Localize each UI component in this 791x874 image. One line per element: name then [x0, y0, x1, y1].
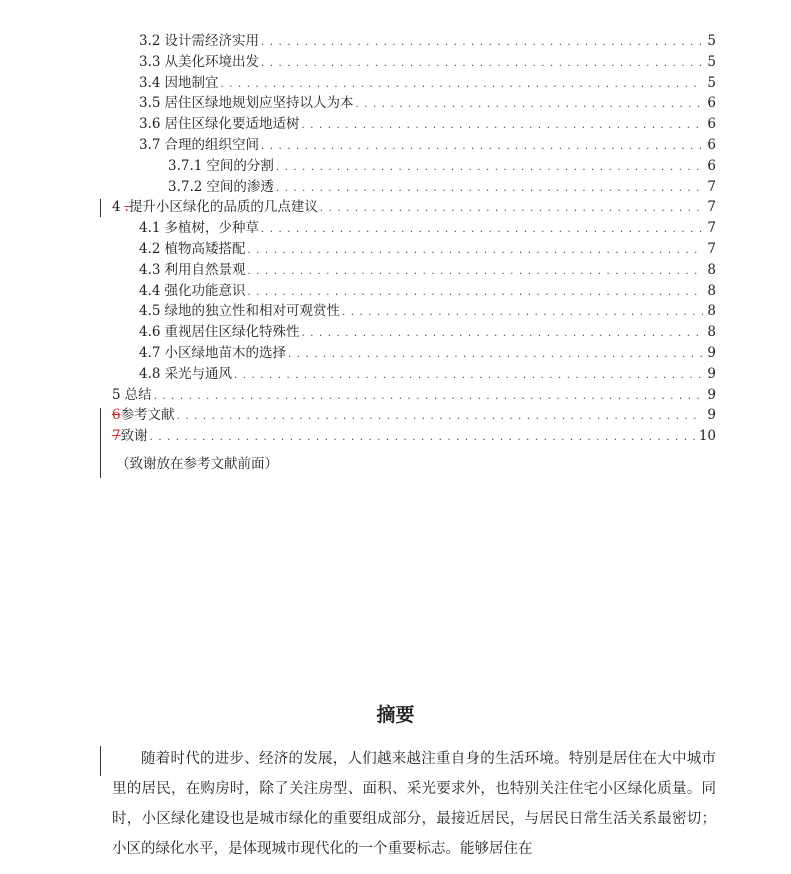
toc-entry-page: 9 [707, 345, 716, 361]
toc-leader-dots [301, 114, 703, 135]
abstract-body [112, 744, 716, 864]
toc-entry-title: 居住区绿地规划应坚持以人为本 [164, 95, 354, 112]
toc-leader-dots [320, 197, 704, 218]
deleted-text: 7 [112, 428, 121, 445]
toc-entry-page: 10 [698, 428, 716, 445]
toc-entry-title: 因地制宜 [164, 74, 219, 91]
toc-entry-number: 4.1 [139, 220, 161, 237]
toc-entry[interactable] [139, 281, 716, 302]
toc-leader-dots [247, 239, 703, 260]
toc-entry[interactable] [139, 93, 716, 114]
toc-entry-number: 4.6 [139, 324, 161, 341]
toc-entry-number: 3.2 [139, 33, 161, 49]
toc-entry[interactable] [139, 322, 716, 343]
toc-entry-title: 参考文献 [120, 407, 175, 424]
toc-leader-dots [261, 52, 703, 73]
toc-leader-dots [177, 405, 704, 426]
toc-entry-page: 9 [707, 386, 716, 403]
toc-leader-dots [247, 281, 703, 302]
toc-entry[interactable] [112, 405, 716, 426]
toc-entry-title: 设计需经济实用 [164, 33, 259, 49]
toc-leader-dots [355, 93, 703, 114]
toc-leader-dots [154, 385, 704, 406]
toc-entry[interactable] [139, 52, 716, 73]
toc-leader-dots [261, 31, 703, 52]
toc-entry-title: 采光与通风 [164, 365, 232, 382]
toc-entry[interactable] [168, 177, 716, 198]
toc-entry[interactable] [139, 73, 716, 94]
change-bar [100, 746, 101, 776]
toc-entry-page: 9 [707, 407, 716, 424]
toc-leader-dots [276, 156, 704, 177]
toc-entry[interactable] [168, 156, 716, 177]
toc-leader-dots [261, 218, 703, 239]
toc-entry-title: 从美化环境出发 [164, 53, 259, 70]
toc-entry-number: 3.6 [139, 116, 161, 133]
toc-entry-title: 小区绿地苗木的选择 [164, 345, 286, 361]
toc-leader-dots [220, 73, 703, 94]
toc-entry-title: 多植树，少种草 [164, 220, 259, 237]
toc-entry-title: 重视居住区绿化特殊性 [164, 324, 300, 341]
toc-entry-page: 6 [707, 137, 716, 153]
toc-entry[interactable] [139, 260, 716, 281]
toc-entry[interactable] [112, 426, 716, 447]
toc-entry-title: 利用自然景观 [164, 261, 246, 278]
toc-entry[interactable] [139, 218, 716, 239]
toc-entry-page: 7 [707, 220, 716, 237]
toc-entry-title: 绿地的独立性和相对可观赏性 [164, 303, 340, 320]
toc-entry[interactable] [139, 31, 716, 52]
toc-entry-page: 5 [707, 53, 716, 70]
toc-entry-number: 4.4 [139, 282, 161, 299]
toc-entry-number: 3.4 [139, 74, 161, 91]
toc-entry-page: 5 [707, 33, 716, 49]
toc-entry-number: 4.3 [139, 261, 161, 278]
toc-entry[interactable] [139, 364, 716, 385]
toc-leader-dots [247, 260, 703, 281]
abstract-title: 摘要 [376, 704, 415, 726]
toc-entry-number: 3.3 [139, 53, 161, 70]
toc-note: （致谢放在参考文献前面） [116, 456, 278, 472]
toc-entry-page: 5 [707, 74, 716, 91]
toc-entry[interactable] [139, 135, 716, 156]
toc-entry-number: 3.5 [139, 95, 161, 112]
toc-entry-title: 总结 [124, 386, 152, 403]
toc-entry-page: 8 [707, 324, 716, 341]
toc-entry-number: 4.2 [139, 241, 161, 257]
toc-entry-number: 4.5 [139, 303, 161, 320]
toc-entry-number: 3.7.1 [168, 157, 203, 174]
toc-entry-page: 9 [707, 365, 716, 382]
toc-entry-title: 居住区绿化要适地适树 [164, 116, 300, 133]
toc-entry-page: 6 [707, 157, 716, 174]
toc-entry-page: 7 [707, 241, 716, 257]
toc-entry-page: 8 [707, 303, 716, 320]
toc-leader-dots [234, 364, 703, 385]
abstract-paragraph: 随着时代的进步、经济的发展，人们越来越注重自身的生活环境。特别是居住在大中城市里的居民，在购房时，除了关注房型、面积、采光要求外，也特别关注住宅小区绿化质量。同时，小区绿化建设也是城市绿化的重要组成部分，最接近居民，与居民日常生活关系最密切；小区的绿化水平，是体现城市现代化的一个重要标志。能够居住在 [112, 751, 716, 857]
toc-entry-number: 3.7 [139, 137, 161, 153]
toc-entry-page: 6 [707, 95, 716, 112]
toc-entry-title: 强化功能意识 [164, 282, 246, 299]
toc-entry-title: 植物高矮搭配 [164, 241, 246, 257]
toc-entry-title: 空间的渗透 [206, 178, 274, 195]
toc-leader-dots [276, 177, 704, 198]
toc-entry[interactable] [139, 114, 716, 135]
deleted-text: . [124, 199, 129, 216]
change-bar [100, 408, 101, 478]
toc-entry[interactable] [112, 385, 716, 406]
toc-entry[interactable] [112, 197, 716, 218]
toc-entry-number: 4.7 [139, 345, 161, 361]
toc-entry-page: 7 [707, 199, 716, 216]
toc-leader-dots [301, 322, 703, 343]
toc-entry-title: 致谢 [120, 428, 148, 445]
toc-entry-title: 合理的组织空间 [164, 137, 259, 153]
toc-entry-number: 4.8 [139, 365, 161, 382]
toc-leader-dots [261, 135, 703, 156]
toc-entry-number: 3.7.2 [168, 178, 203, 195]
toc-leader-dots [288, 343, 703, 364]
toc-entry-number: 5 [112, 386, 121, 403]
toc-entry[interactable] [139, 301, 716, 322]
toc-entry-title: 空间的分割 [206, 157, 274, 174]
toc-entry-page: 8 [707, 261, 716, 278]
toc-entry-title: 提升小区绿化的品质的几点建议 [128, 199, 318, 216]
toc-entry-page: 6 [707, 116, 716, 133]
toc-entry-page: 8 [707, 282, 716, 299]
deleted-text: 6 [112, 407, 121, 424]
toc-leader-dots [150, 426, 695, 447]
toc-entry[interactable] [139, 239, 716, 260]
change-bar [100, 199, 101, 217]
toc-entry-number: 4 [112, 199, 121, 216]
toc-leader-dots [342, 301, 703, 322]
toc-entry[interactable] [139, 343, 716, 364]
toc-entry-page: 7 [707, 178, 716, 195]
